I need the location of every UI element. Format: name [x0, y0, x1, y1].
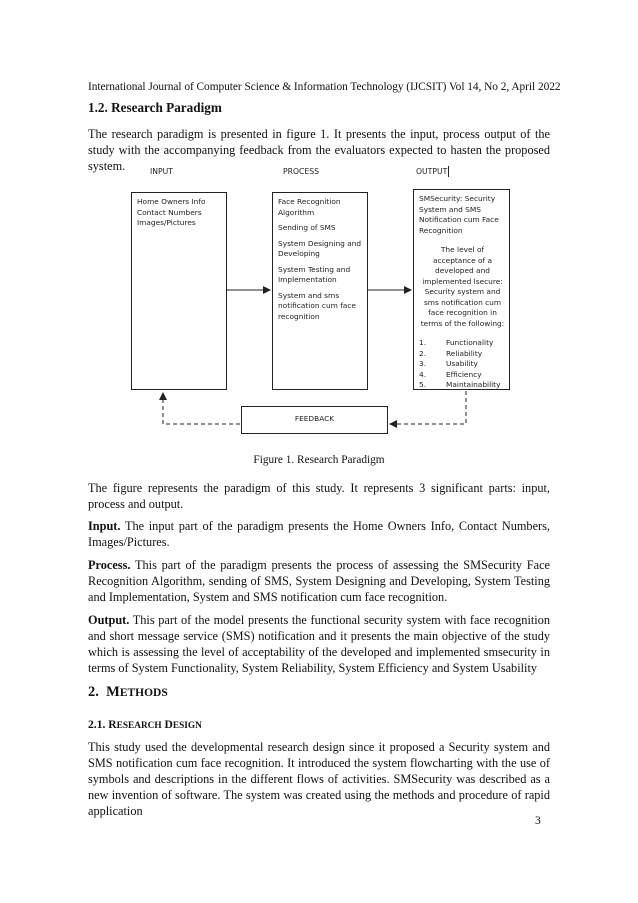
input-column-label: INPUT: [150, 167, 173, 176]
input-item: Home Owners Info: [137, 197, 206, 206]
feedback-to-input-arrow: [163, 393, 240, 424]
process-item: Face Recognition Algorithm: [278, 197, 341, 217]
criteria-item: 2. Reliability: [419, 348, 483, 358]
section-title: Research Paradigm: [111, 100, 222, 115]
criteria-item: 4. Efficiency: [419, 369, 482, 379]
page-number: 3: [535, 815, 541, 827]
output-to-feedback-arrow: [390, 391, 466, 424]
process-lead: Process.: [88, 558, 131, 572]
process-item: System Testing and Implementation: [278, 264, 351, 284]
input-item: Contact Numbers: [137, 207, 202, 217]
output-column-label: OUTPUT: [416, 167, 448, 176]
output-lead: Output.: [88, 613, 130, 627]
output-paragraph: Output. This part of the model presents the functional security system with face recognition and short message service (SMS) notification and it presents the main objective of the study which is assessing the level of acceptability of the developed and implemented smsecurity in terms of System Functionality, System Reliability, System Efficiency and System Usability: [88, 613, 550, 675]
methods-paragraph: This study used the developmental research design since it proposed a Security system and SMS notification cum face recognition. It introduced the system flowcharting with the use of symbols and descriptions in the different flows of activities. SMSecurity was described as a new invention of software. The system was created using the methods and procedure of rapid application: [88, 740, 550, 818]
section-heading-2-1: 2.1. RESEARCH DESIGN: [88, 718, 202, 731]
process-column-label: PROCESS: [283, 167, 320, 176]
process-item: Sending of SMS: [278, 223, 336, 232]
intro-paragraph: The research paradigm is presented in figure 1. It presents the input, process output of the study with the accompanying feedback from the evaluators expected to hasten the proposed system.: [88, 127, 550, 173]
figure-caption: Figure 1. Research Paradigm: [253, 454, 385, 466]
input-item: Images/Pictures: [137, 218, 196, 227]
input-paragraph: Input. The input part of the paradigm presents the Home Owners Info, Contact Numbers, Images/Pictures.: [88, 519, 550, 549]
output-level-text: The level of acceptance of a developed and implemented lsecure: Security system and sms notification cum face recognition in terms of the following:: [420, 245, 505, 328]
process-item: System and sms notification cum face recognition: [278, 290, 356, 321]
journal-header: International Journal of Computer Science & Information Technology (IJCSIT) Vol 14, No 2, April 2022: [88, 81, 561, 93]
section-number: 1.2.: [88, 100, 108, 115]
section-heading-2: 2. METHODS: [88, 684, 168, 700]
process-paragraph: Process. This part of the paradigm presents the process of assessing the SMSecurity Face Recognition Algorithm, sending of SMS, System Designing and Developing, System Testing and Implementation, System and SMS notification cum face recognition.: [88, 558, 550, 604]
criteria-item: 1. Functionality: [419, 338, 494, 347]
input-lead: Input.: [88, 519, 121, 533]
criteria-item: 3. Usability: [419, 359, 478, 368]
output-intro: SMSecurity: Security System and SMS Notification cum Face Recognition: [419, 194, 499, 235]
feedback-label: FEEDBACK: [294, 414, 335, 423]
figure-description-paragraph: The figure represents the paradigm of this study. It represents 3 significant parts: input, process and output.: [88, 481, 550, 511]
criteria-item: 5. Maintainability: [419, 380, 501, 389]
process-item: System Designing and Developing: [278, 238, 362, 258]
